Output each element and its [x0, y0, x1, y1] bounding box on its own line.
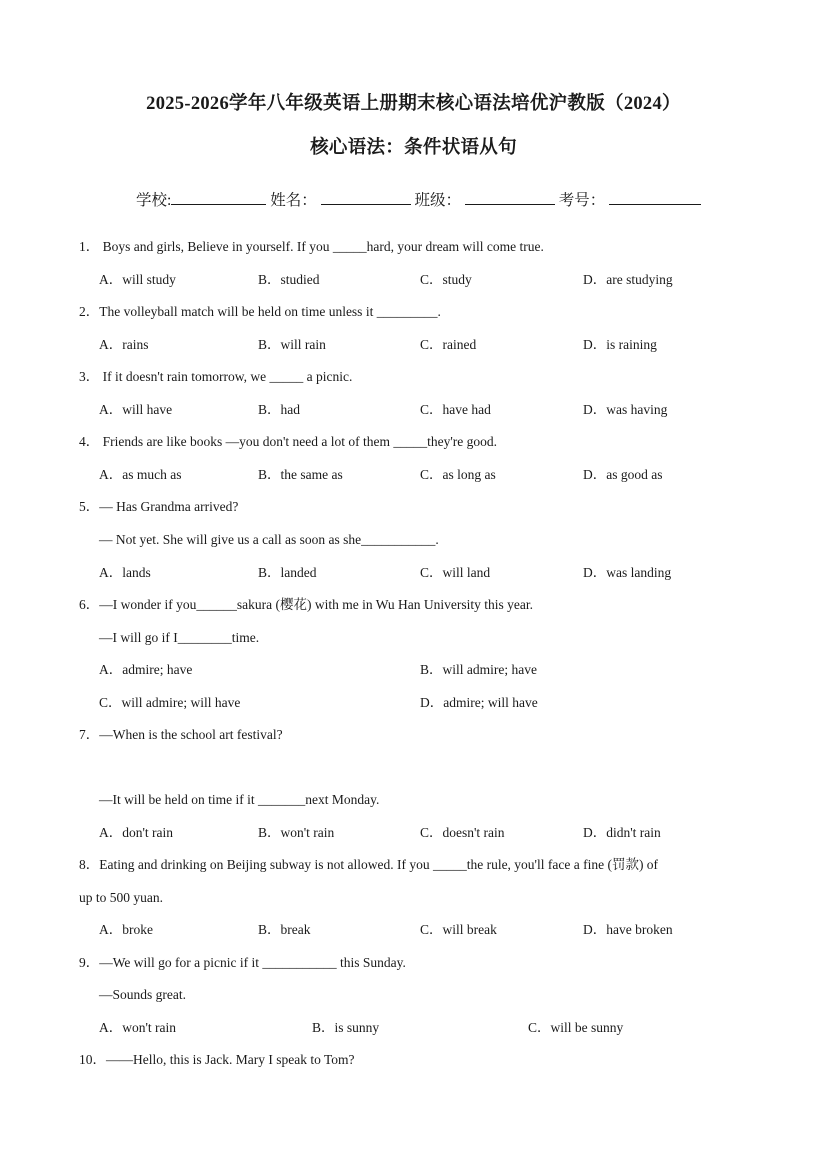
- question-line: 3． If it doesn't rain tomorrow, we _____ a picnic.: [79, 369, 353, 384]
- question-line: 10．——Hello, this is Jack. Mary I speak to Tom?: [79, 1052, 355, 1067]
- option-d[interactable]: D．was landing: [583, 565, 672, 580]
- option-b[interactable]: B．studied: [258, 272, 320, 287]
- option-a[interactable]: A．as much as: [99, 467, 182, 482]
- school-blank[interactable]: [171, 190, 266, 205]
- exam-no-blank[interactable]: [609, 190, 701, 205]
- option-b[interactable]: B．will rain: [258, 337, 326, 352]
- question-line: 2．The volleyball match will be held on time unless it _________.: [79, 304, 441, 319]
- question-line: —It will be held on time if it _______next Monday.: [99, 792, 380, 807]
- question-line: 8．Eating and drinking on Beijing subway is not allowed. If you _____the rule, you'll face a fine (罚款) of: [79, 857, 659, 872]
- option-a[interactable]: A．rains: [99, 337, 149, 352]
- question-line: 7．—When is the school art festival?: [79, 727, 283, 742]
- question-line: —I will go if I________time.: [99, 630, 260, 645]
- option-b[interactable]: B．is sunny: [312, 1020, 380, 1035]
- option-d[interactable]: D．is raining: [583, 337, 657, 352]
- question-line: up to 500 yuan.: [79, 890, 163, 905]
- name-label: 姓名：: [270, 192, 317, 209]
- option-c[interactable]: C．will break: [420, 922, 497, 937]
- option-a[interactable]: A．will study: [99, 272, 176, 287]
- question-line: 6．—I wonder if you______sakura (樱花) with me in Wu Han University this year.: [79, 597, 534, 612]
- option-d[interactable]: D．as good as: [583, 467, 663, 482]
- option-d[interactable]: D．was having: [583, 402, 668, 417]
- name-blank[interactable]: [321, 190, 411, 205]
- option-d[interactable]: D．have broken: [583, 922, 673, 937]
- exam-no-label: 考号：: [558, 192, 606, 209]
- class-blank[interactable]: [465, 190, 555, 205]
- question-line: 5．— Has Grandma arrived?: [79, 499, 239, 514]
- option-d[interactable]: D．admire; will have: [420, 695, 538, 710]
- option-c[interactable]: C．rained: [420, 337, 477, 352]
- question-line: 4． Friends are like books —you don't need a lot of them _____they're good.: [79, 434, 498, 449]
- student-info-line: [136, 188, 701, 210]
- school-label: 学校:: [136, 192, 172, 209]
- option-b[interactable]: B．break: [258, 922, 311, 937]
- page-title: 2025-2026学年八年级英语上册期末核心语法培优沪教版（2024）: [146, 94, 681, 114]
- page-subtitle: 核心语法：条件状语从句: [310, 138, 517, 158]
- option-b[interactable]: B．the same as: [258, 467, 343, 482]
- question-line: 9．—We will go for a picnic if it ___________ this Sunday.: [79, 955, 406, 970]
- option-c[interactable]: C．doesn't rain: [420, 825, 505, 840]
- option-c[interactable]: C．as long as: [420, 467, 496, 482]
- option-b[interactable]: B．will admire; have: [420, 662, 537, 677]
- question-line: — Not yet. She will give us a call as soon as she___________.: [99, 532, 439, 547]
- option-a[interactable]: A．admire; have: [99, 662, 193, 677]
- question-line: 1． Boys and girls, Believe in yourself. If you _____hard, your dream will come true.: [79, 239, 544, 254]
- option-b[interactable]: B．had: [258, 402, 300, 417]
- option-c[interactable]: C．will be sunny: [528, 1020, 624, 1035]
- option-a[interactable]: A．lands: [99, 565, 151, 580]
- option-a[interactable]: A．don't rain: [99, 825, 174, 840]
- question-line: —Sounds great.: [99, 987, 186, 1002]
- option-c[interactable]: C．will land: [420, 565, 491, 580]
- option-b[interactable]: B．landed: [258, 565, 317, 580]
- option-c[interactable]: C．study: [420, 272, 472, 287]
- option-b[interactable]: B．won't rain: [258, 825, 335, 840]
- option-a[interactable]: A．broke: [99, 922, 153, 937]
- option-d[interactable]: D．didn't rain: [583, 825, 661, 840]
- option-d[interactable]: D．are studying: [583, 272, 673, 287]
- option-a[interactable]: A．won't rain: [99, 1020, 177, 1035]
- option-c[interactable]: C．will admire; will have: [99, 695, 241, 710]
- option-a[interactable]: A．will have: [99, 402, 173, 417]
- option-c[interactable]: C．have had: [420, 402, 491, 417]
- class-label: 班级：: [414, 192, 461, 209]
